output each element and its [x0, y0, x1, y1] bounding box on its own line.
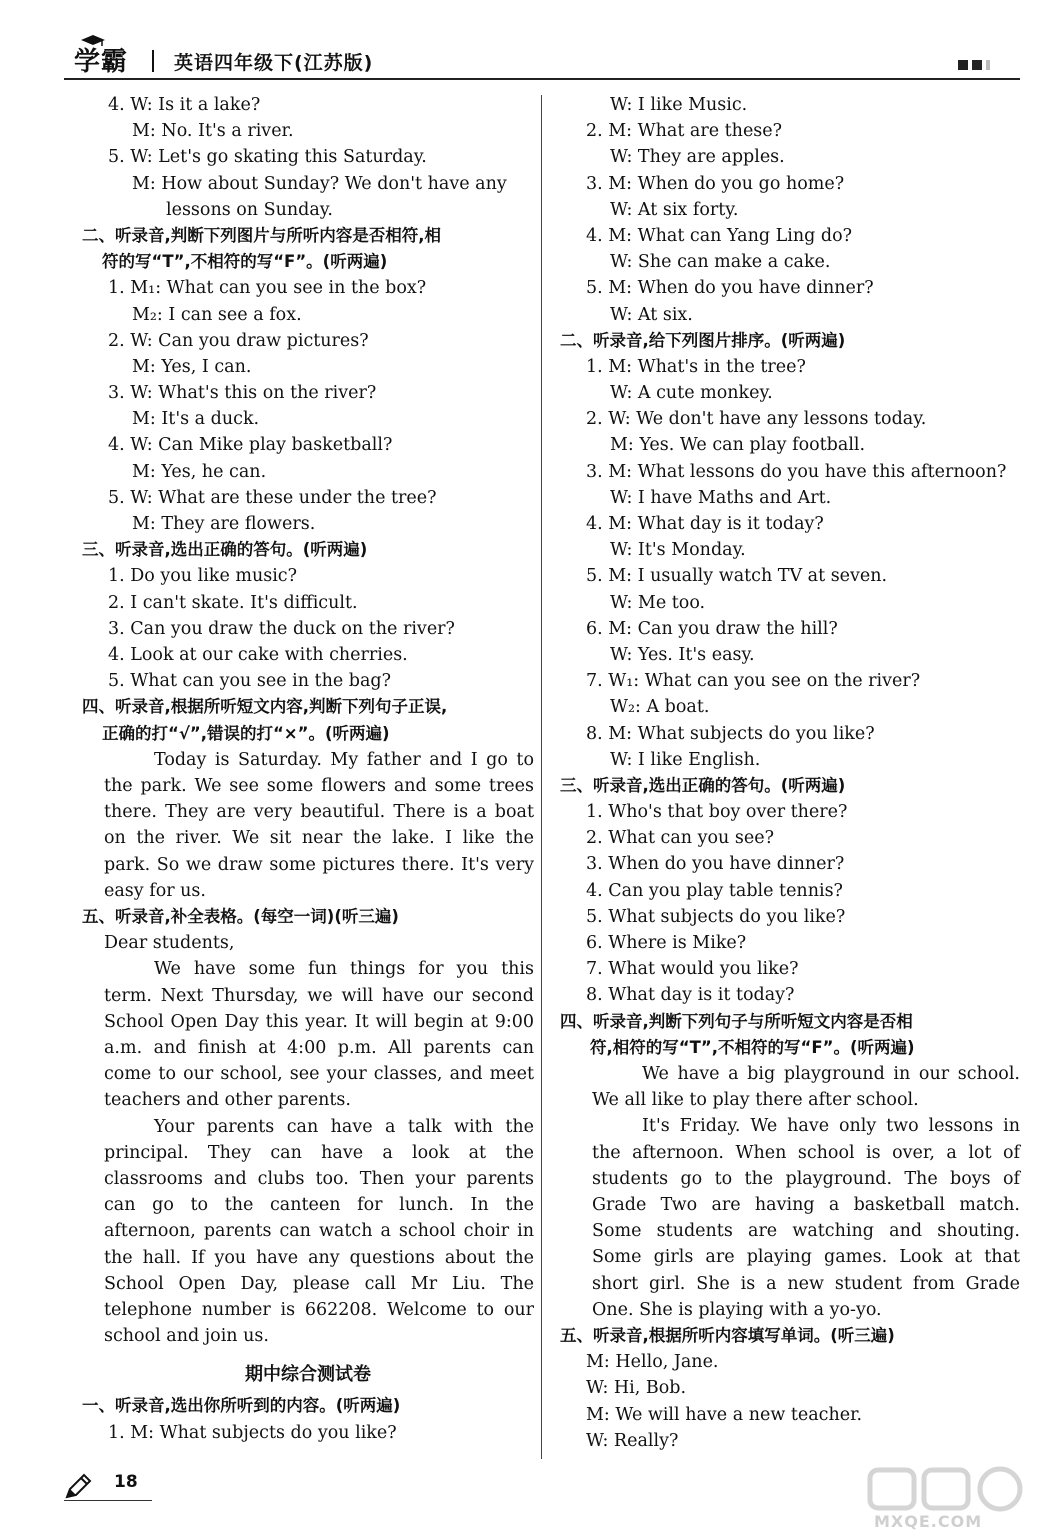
dialogue-line: 2. W: We don't have any lessons today. [586, 409, 927, 430]
section-title: 正确的打“√”,错误的打“×”。(听两遍) [102, 723, 390, 743]
dialogue-line: W: It's Monday. [610, 540, 746, 561]
brand-logo-text: 学霸 [74, 47, 129, 77]
dialogue-line: 4. Look at our cake with cherries. [108, 644, 408, 665]
section-dialogue [560, 1349, 1020, 1454]
dialogue-line: W: They are apples. [610, 147, 785, 168]
dialogue-line: 1. M₁: What can you see in the box? [108, 278, 427, 299]
pencil-icon [64, 1472, 94, 1500]
dialogue-line: 4. W: Can Mike play basketball? [108, 435, 393, 456]
midterm-test-title: 期中综合测试卷 [245, 1364, 371, 1386]
dialogue-line: 2. W: Can you draw pictures? [108, 330, 369, 351]
section-dialogue [82, 1420, 534, 1446]
dialogue-line: M: No. It's a river. [132, 121, 294, 142]
watermark-glyphs [860, 1464, 1040, 1514]
section-questions [82, 563, 534, 694]
dialogue-line: M: We will have a new teacher. [586, 1404, 863, 1425]
passage-paragraph: It's Friday. We have only two lessons in the afternoon. When school is over, a lot of students go to the playground. The boys of Grade Two are having a basketball match. Some students are watching and shouting. Some girls are playing games. Look at that short girl. She is a new student from Grade One. She is playing with a yo-yo. [592, 1116, 1020, 1320]
left-column [82, 92, 534, 1446]
dialogue-line: 6. M: Can you draw the hill? [586, 618, 838, 639]
header-mark [972, 60, 982, 70]
dialogue-line: 1. Do you like music? [108, 566, 297, 587]
dialogue-line: 5. M: When do you have dinner? [586, 278, 874, 299]
letter-greeting: Dear students, [104, 933, 235, 954]
dialogue-line: W: A cute monkey. [610, 383, 773, 404]
right-top-dialogue [560, 92, 1020, 328]
book-title: 英语四年级下(江苏版) [174, 52, 374, 74]
column-divider [541, 95, 542, 1459]
dialogue-line: 4. W: Is it a lake? [108, 95, 261, 115]
page-header [64, 40, 1020, 80]
section-title: 五、听录音,补全表格。(每空一词)(听三遍) [82, 906, 399, 926]
dialogue-line: W: At six forty. [610, 199, 739, 220]
dialogue-line: 7. W₁: What can you see on the river? [586, 671, 921, 692]
passage-paragraph: Today is Saturday. My father and I go to the park. We see some flowers and some trees there. They are very beautiful. There is a boat on the river. We sit near the lake. I like the park. So we draw some pictures there. It's very easy for us. [104, 749, 534, 901]
dialogue-line: 2. I can't skate. It's difficult. [108, 592, 358, 613]
dialogue-line: W: I like English. [610, 749, 761, 770]
dialogue-line: 3. W: What's this on the river? [108, 383, 377, 404]
dialogue-line: 1. M: What subjects do you like? [108, 1422, 397, 1443]
section-title: 二、听录音,给下列图片排序。(听两遍) [560, 330, 846, 350]
dialogue-line: 5. What can you see in the bag? [108, 671, 391, 692]
page-footer [64, 1470, 164, 1500]
dialogue-line: M₂: I can see a fox. [132, 304, 302, 325]
dialogue-line: 5. W: Let's go skating this Saturday. [108, 147, 427, 168]
dialogue-line: W: I have Maths and Art. [610, 487, 832, 508]
dialogue-line: 8. What day is it today? [586, 985, 795, 1006]
dialogue-line: 3. When do you have dinner? [586, 854, 845, 875]
section-title: 四、听录音,根据所听短文内容,判断下列句子正误, [82, 697, 448, 717]
passage-paragraph: We have a big playground in our school. We all like to play there after school. [592, 1063, 1020, 1111]
dialogue-line: W: Hi, Bob. [586, 1378, 687, 1399]
dialogue-line: W₂: A boat. [610, 697, 710, 718]
dialogue-line: 6. Where is Mike? [586, 933, 747, 953]
dialogue-line: W: Really? [586, 1430, 679, 1451]
page-number: 18 [114, 1472, 138, 1492]
section-dialogue [82, 275, 534, 537]
section-title: 三、听录音,选出正确的答句。(听两遍) [82, 540, 368, 560]
header-rule [64, 78, 1020, 80]
dialogue-line: M: It's a duck. [132, 409, 260, 430]
dialogue-line: 4. M: What day is it today? [586, 514, 824, 534]
dialogue-line: 8. M: What subjects do you like? [586, 723, 875, 744]
dialogue-line: 2. M: What are these? [586, 121, 783, 142]
dialogue-line: 3. M: What lessons do you have this afternoon? [586, 461, 1007, 482]
dialogue-line: M: Yes, he can. [132, 461, 267, 482]
dialogue-line: M: They are flowers. [132, 514, 316, 534]
watermark-text: MXQE.COM [874, 1512, 983, 1531]
dialogue-line: M: Hello, Jane. [586, 1352, 719, 1373]
section-questions [560, 799, 1020, 1009]
header-marks [958, 60, 990, 70]
dialogue-line: lessons on Sunday. [166, 199, 333, 220]
section-title: 三、听录音,选出正确的答句。(听两遍) [560, 775, 846, 795]
dialogue-line: W: I like Music. [610, 95, 748, 115]
dialogue-line: 5. W: What are these under the tree? [108, 487, 437, 508]
header-mark [986, 60, 990, 70]
section-title: 符,相符的写“T”,不相符的写“F”。(听两遍) [590, 1037, 915, 1057]
header-separator [152, 50, 154, 72]
brand-logo [74, 42, 128, 78]
section-dialogue [560, 354, 1020, 773]
dialogue-line: W: She can make a cake. [610, 252, 831, 273]
dialogue-line: 4. Can you play table tennis? [586, 880, 843, 901]
dialogue-line: W: At six. [610, 304, 693, 325]
left-top-dialogue [82, 92, 534, 223]
passage-paragraph: Your parents can have a talk with the principal. They can have a look at the classrooms and clubs too. Then your parents can go to the canteen for lunch. In the afternoon, parents can watch a school choir in the hall. If you have any questions about the School Open Day, please call Mr Liu. The telephone number is 662208. Welcome to our school and join us. [104, 1116, 534, 1347]
dialogue-line: 5. M: I usually watch TV at seven. [586, 566, 888, 587]
dialogue-line: M: Yes, I can. [132, 356, 252, 377]
right-column [560, 92, 1020, 1454]
watermark [860, 1464, 1040, 1534]
footer-rule [64, 1500, 152, 1501]
dialogue-line: W: Me too. [610, 592, 706, 613]
dialogue-line: 1. M: What's in the tree? [586, 356, 806, 377]
dialogue-line: M: How about Sunday? We don't have any [132, 173, 507, 194]
dialogue-line: 3. M: When do you go home? [586, 173, 845, 194]
section-title: 二、听录音,判断下列图片与所听内容是否相符,相 [82, 225, 442, 245]
dialogue-line: 2. What can you see? [586, 828, 774, 849]
dialogue-line: 3. Can you draw the duck on the river? [108, 618, 455, 639]
section-title: 四、听录音,判断下列句子与所听短文内容是否相 [560, 1011, 913, 1031]
dialogue-line: W: Yes. It's easy. [610, 644, 755, 665]
dialogue-line: 4. M: What can Yang Ling do? [586, 225, 853, 246]
dialogue-line: M: Yes. We can play football. [610, 435, 866, 456]
passage-paragraph: We have some fun things for you this term. Next Thursday, we will have our second School Open Day this year. It will begin at 9:00 a.m. and finish at 4:00 p.m. All parents can come to our school, see your classes, and meet teachers and other parents. [104, 959, 534, 1111]
section-title: 一、听录音,选出你所听到的内容。(听两遍) [82, 1396, 401, 1416]
header-mark [958, 60, 968, 70]
dialogue-line: 1. Who's that boy over there? [586, 802, 848, 823]
section-title: 符的写“T”,不相符的写“F”。(听两遍) [102, 252, 388, 272]
section-title: 五、听录音,根据所听内容填写单词。(听三遍) [560, 1325, 895, 1345]
dialogue-line: 7. What would you like? [586, 959, 799, 980]
dialogue-line: 5. What subjects do you like? [586, 906, 846, 927]
